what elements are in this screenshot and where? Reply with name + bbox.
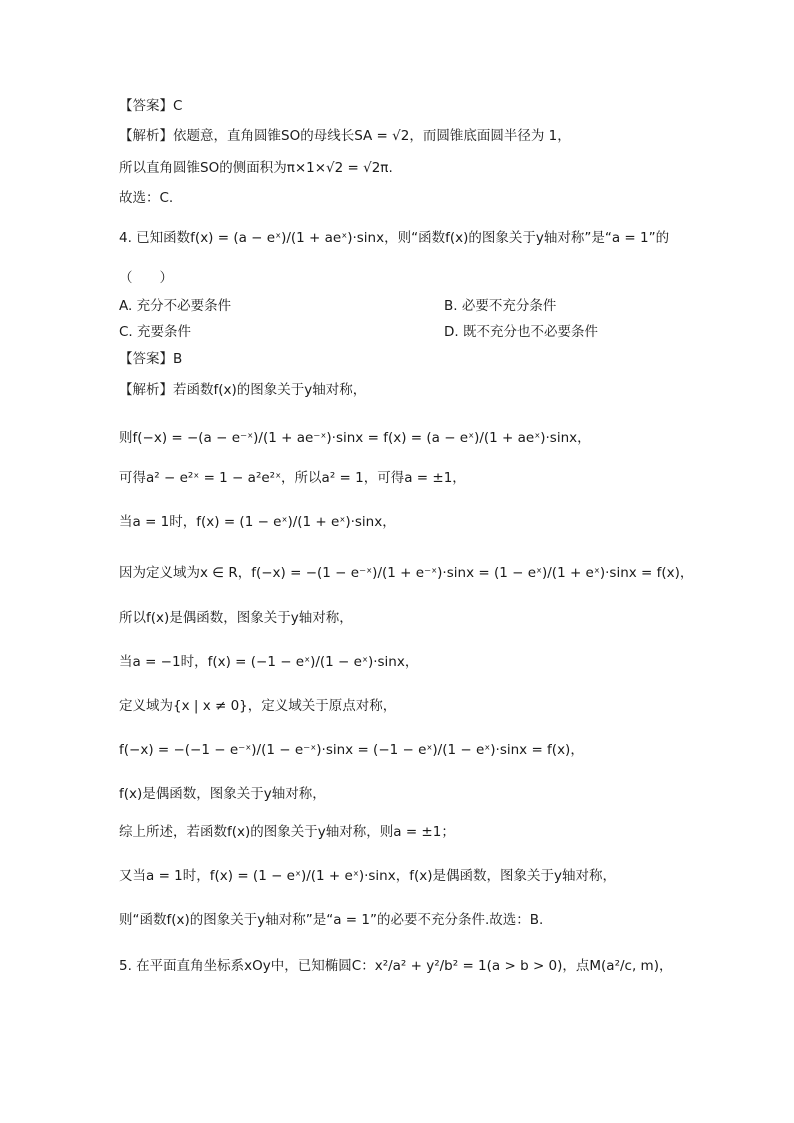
q3-choose: 故选：C. [119,190,174,206]
q4-analysis-line-10: f(x)是偶函数，图象关于y轴对称， [119,786,326,802]
q4-analysis-line-11: 综上所述，若函数f(x)的图象关于y轴对称，则a = ±1； [119,824,455,840]
q4-analysis-line-9: f(−x) = −(−1 − e⁻ˣ)/(1 − e⁻ˣ)·sinx = (−1 − eˣ)/(1 − eˣ)·sinx = f(x)， [119,742,584,758]
q3-analysis-line-1: 【解析】依题意，直角圆锥SO的母线长SA = √2，而圆锥底面圆半径为 1， [119,128,571,144]
q4-option-a: A. 充分不必要条件 [119,298,232,314]
q4-option-d: D. 既不充分也不必要条件 [444,324,598,340]
q3-answer: 【答案】C [119,98,183,114]
q4-analysis-line-4: 当a = 1时，f(x) = (1 − eˣ)/(1 + eˣ)·sinx， [119,514,396,530]
q3-analysis-line-2: 所以直角圆锥SO的侧面积为π×1×√2 = √2π. [119,160,393,176]
q4-option-b: B. 必要不充分条件 [444,298,557,314]
q4-option-c: C. 充要条件 [119,324,192,340]
q4-analysis-line-2: 则f(−x) = −(a − e⁻ˣ)/(1 + ae⁻ˣ)·sinx = f(x) = (a − eˣ)/(1 + aeˣ)·sinx， [119,430,591,446]
q4-analysis-line-7: 当a = −1时，f(x) = (−1 − eˣ)/(1 − eˣ)·sinx， [119,654,419,670]
q5-stem: 5. 在平面直角坐标系xOy中，已知椭圆C：x²/a² + y²/b² = 1(a > b > 0)，点M(a²/c, m)， [119,958,673,974]
q4-analysis-line-6: 所以f(x)是偶函数，图象关于y轴对称， [119,610,353,626]
q4-analysis-line-8: 定义域为{x | x ≠ 0}，定义域关于原点对称， [119,698,397,714]
q4-paren: （ ） [119,270,173,286]
q4-analysis-line-5: 因为定义域为x ∈ R，f(−x) = −(1 − e⁻ˣ)/(1 + e⁻ˣ)·sinx = (1 − eˣ)/(1 + eˣ)·sinx = f(x)， [119,565,694,581]
q4-stem: 4. 已知函数f(x) = (a − eˣ)/(1 + aeˣ)·sinx，则“函数f(x)的图象关于y轴对称”是“a = 1”的 [119,230,670,246]
q4-analysis-line-1: 【解析】若函数f(x)的图象关于y轴对称， [119,382,367,398]
q4-analysis-line-12: 又当a = 1时，f(x) = (1 − eˣ)/(1 + eˣ)·sinx，f(x)是偶函数，图象关于y轴对称， [119,868,616,884]
q4-analysis-line-3: 可得a² − e²ˣ = 1 − a²e²ˣ，所以a² = 1，可得a = ±1， [119,470,466,486]
q4-analysis-line-13: 则“函数f(x)的图象关于y轴对称”是“a = 1”的必要不充分条件.故选：B. [119,912,544,928]
q4-answer: 【答案】B [119,351,183,367]
